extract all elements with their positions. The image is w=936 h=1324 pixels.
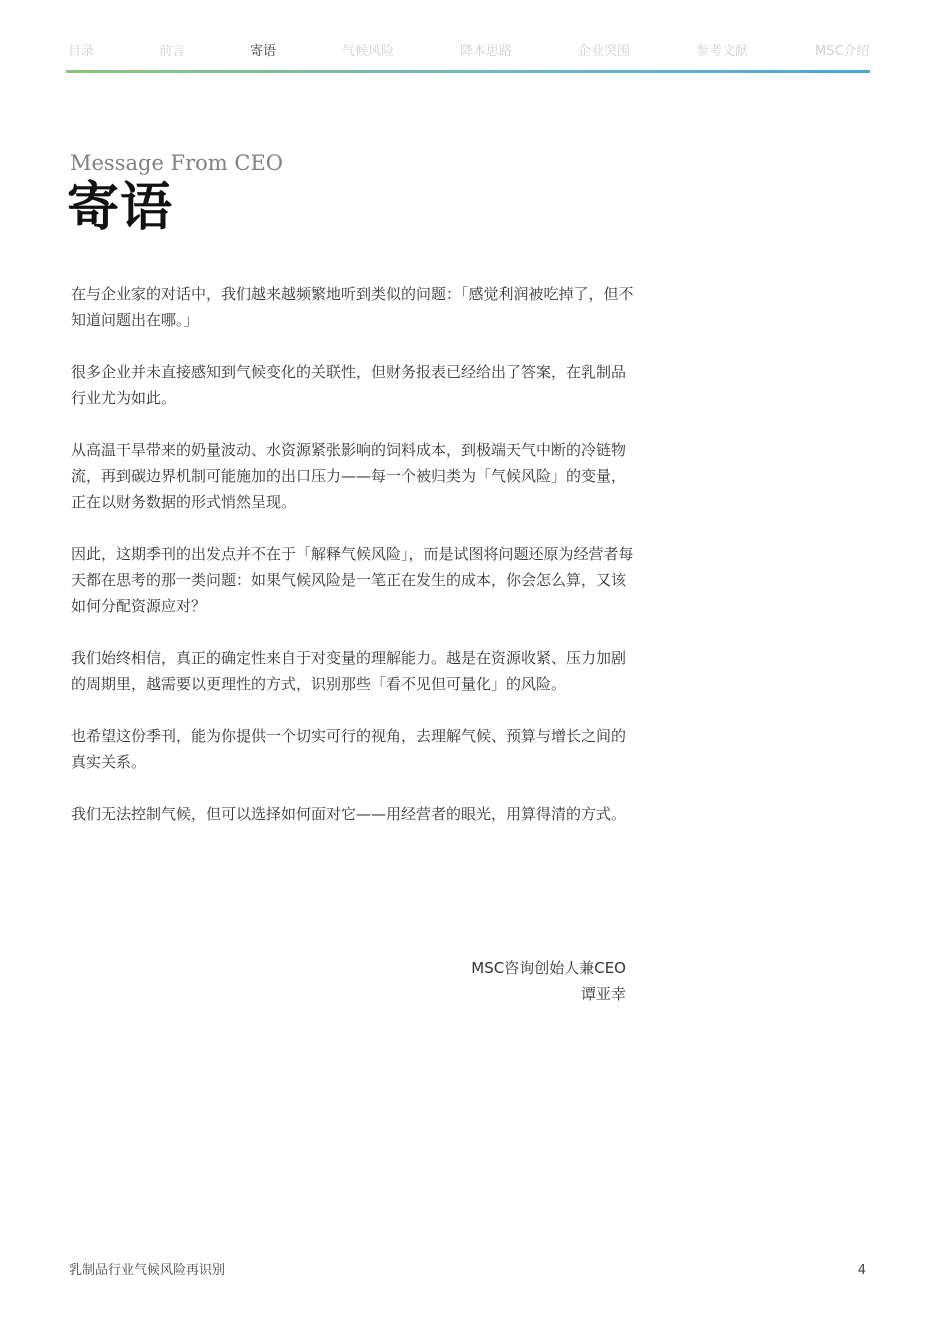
nav-divider [66, 70, 870, 73]
page-subtitle: Message From CEO [70, 151, 284, 175]
nav-item-references[interactable]: 参考文献 [696, 44, 749, 59]
nav-item-preface[interactable]: 前言 [159, 44, 186, 59]
paragraph: 在与企业家的对话中，我们越来越频繁地听到类似的问题：「感觉利润被吃掉了，但不知道问题出在哪。」 [71, 285, 634, 329]
signature-name: 谭亚幸 [580, 985, 626, 1003]
paragraph: 我们无法控制气候，但可以选择如何面对它——用经营者的眼光，用算得清的方式。 [71, 805, 627, 823]
signature-block [330, 955, 626, 1007]
paragraph: 很多企业并未直接感知到气候变化的关联性，但财务报表已经给出了答案，在乳制品行业尤为如此。 [71, 363, 627, 407]
message-body [71, 281, 636, 853]
signature-role: MSC咨询创始人兼CEO [471, 959, 626, 977]
top-navigation [68, 42, 870, 62]
nav-item-message[interactable]: 寄语 [250, 44, 277, 59]
page-number: 4 [857, 1263, 866, 1278]
nav-item-climate-risk[interactable]: 气候风险 [342, 44, 395, 59]
nav-item-cost-reduction[interactable]: 降本思路 [460, 44, 513, 59]
paragraph: 我们始终相信，真正的确定性来自于对变量的理解能力。越是在资源收紧、压力加剧的周期里，越需要以更理性的方式，识别那些「看不见但可量化」的风险。 [71, 649, 627, 693]
paragraph: 也希望这份季刊，能为你提供一个切实可行的视角，去理解气候、预算与增长之间的真实关系。 [71, 727, 627, 771]
nav-item-breakthrough[interactable]: 企业突围 [578, 44, 631, 59]
nav-item-contents[interactable]: 目录 [68, 44, 95, 59]
footer-document-title: 乳制品行业气候风险再识别 [69, 1263, 226, 1278]
page-title: 寄语 [67, 177, 174, 238]
nav-item-about-msc[interactable]: MSC介绍 [815, 44, 870, 59]
paragraph: 从高温干旱带来的奶量波动、水资源紧张影响的饲料成本，到极端天气中断的冷链物流，再到碳边界机制可能施加的出口压力——每一个被归类为「气候风险」的变量，正在以财务数据的形式悄然呈现。 [71, 441, 627, 511]
paragraph: 因此，这期季刊的出发点并不在于「解释气候风险」，而是试图将问题还原为经营者每天都在思考的那一类问题：如果气候风险是一笔正在发生的成本，你会怎么算，又该如何分配资源应对？ [71, 545, 634, 615]
